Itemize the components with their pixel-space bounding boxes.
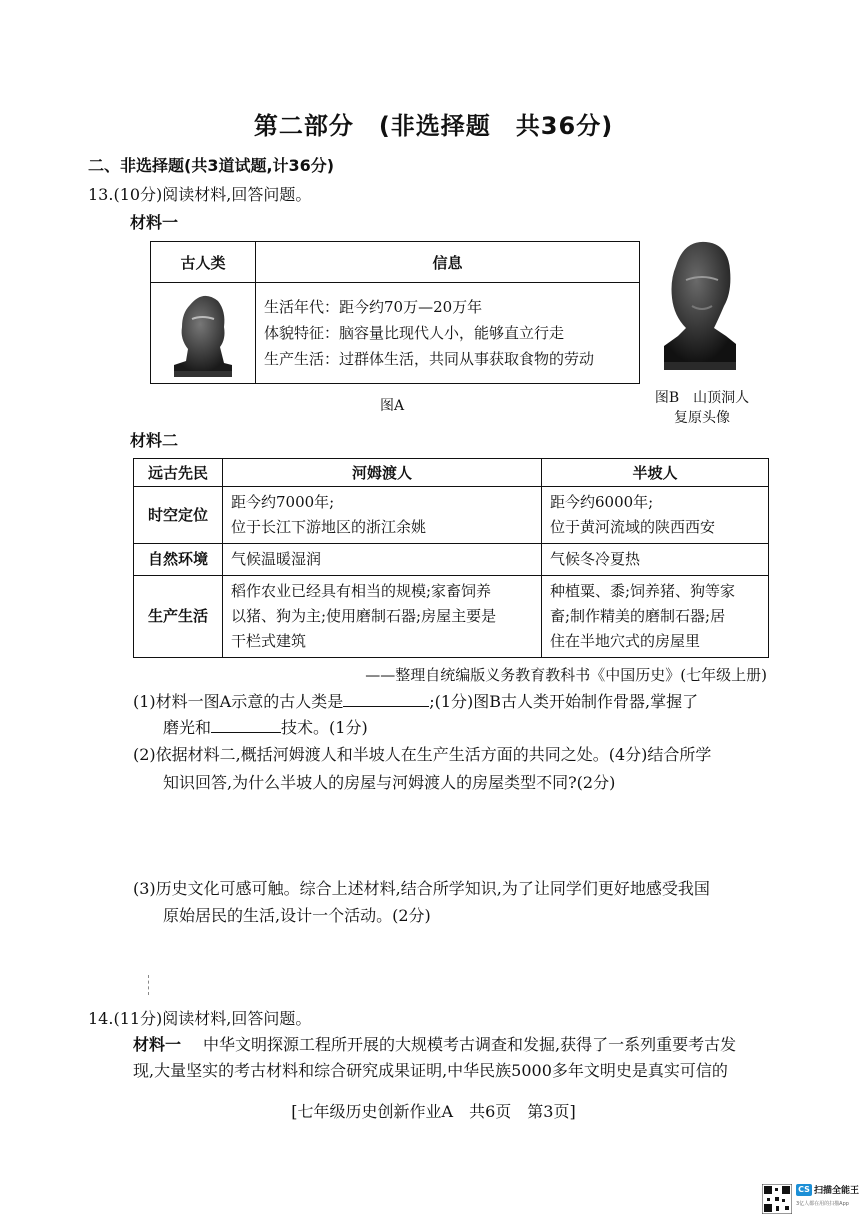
answer-blank-2[interactable]: [211, 716, 281, 733]
scanner-watermark: [762, 1183, 860, 1215]
figure-a-cell: [151, 283, 256, 384]
cell-line: 位于长江下游地区的浙江余姚: [231, 518, 427, 536]
table-row: [134, 487, 769, 544]
table-row: [134, 544, 769, 576]
table-a-header-info: 信息: [256, 242, 640, 283]
figure-b-caption: [644, 388, 760, 428]
q14-material-1-label: 材料一: [133, 1035, 182, 1054]
answer-blank-1[interactable]: [343, 690, 429, 707]
sub-question-1-text-a: (1)材料一图A示意的古人类是: [133, 692, 344, 711]
cell-line: 干栏式建筑: [231, 632, 307, 650]
sub-question-3-line-1: (3)历史文化可感可触。综合上述材料,结合所学知识,为了让同学们更好地感受我国: [133, 879, 710, 898]
table-b: [133, 458, 769, 658]
table-b-header-hemudu: 河姆渡人: [223, 459, 542, 487]
cell-line: 气候温暖湿润: [231, 550, 322, 568]
cell-line: 畜;制作精美的磨制石器;居: [550, 607, 726, 625]
material-1-label: 材料一: [130, 213, 179, 232]
material-2-label: 材料二: [130, 431, 179, 450]
sub-question-3-line-2: 原始居民的生活,设计一个活动。(2分): [163, 906, 431, 925]
q14-line-2: 现,大量坚实的考古材料和综合研究成果证明,中华民族5000多年文明史是真实可信的: [133, 1061, 728, 1080]
table-b-header-banpo: 半坡人: [542, 459, 769, 487]
upper-cave-man-bust-image: [656, 236, 746, 376]
cell-line: 种植粟、黍;饲养猪、狗等家: [550, 582, 736, 600]
hemudu-environment: [223, 544, 542, 576]
figure-b-caption-line-1: 图B 山顶洞人: [654, 390, 750, 406]
scanner-tagline: 3亿人都在用的扫描App: [796, 1201, 849, 1207]
cell-line: 位于黄河流域的陕西西安: [550, 518, 716, 536]
info-line-era: 生活年代：距今约70万—20万年: [264, 298, 483, 316]
peking-man-bust-image: [168, 287, 238, 379]
figure-b: [656, 236, 746, 376]
qr-code-icon: [762, 1184, 792, 1214]
source-citation: ——整理自统编版义务教育教科书《中国历史》(七年级上册): [365, 666, 767, 684]
row-label-environment: 自然环境: [134, 544, 223, 576]
q14-material-1-text: 中华文明探源工程所开展的大规模考古调查和发掘,获得了一系列重要考古发: [203, 1035, 737, 1054]
cell-line: 以猪、狗为主;使用磨制石器;房屋主要是: [231, 607, 497, 625]
info-line-life: 生产生活：过群体生活，共同从事获取食物的劳动: [264, 350, 595, 368]
banpo-time-place: [542, 487, 769, 544]
section-heading: 二、非选择题(共3道试题,计36分): [88, 156, 335, 175]
sub-question-1-text-c: 磨光和: [163, 718, 212, 737]
sub-question-2-line-2: 知识回答,为什么半坡人的房屋与河姆渡人的房屋类型不同?(2分): [163, 773, 616, 792]
sub-question-2-line-1: (2)依据材料二,概括河姆渡人和半坡人在生产生活方面的共同之处。(4分)结合所学: [133, 745, 712, 764]
table-b-header-ancestors: 远古先民: [134, 459, 223, 487]
table-a: [150, 241, 640, 384]
hemudu-time-place: [223, 487, 542, 544]
table-a-info-cell: [256, 283, 640, 384]
scanner-name: 扫描全能王: [814, 1186, 860, 1196]
row-label-production: 生产生活: [134, 576, 223, 658]
table-row: [134, 576, 769, 658]
banpo-environment: [542, 544, 769, 576]
q13-stem: 13.(10分)阅读材料,回答问题。: [88, 185, 312, 204]
sub-question-1-line-1: [133, 690, 698, 713]
cell-line: 距今约6000年;: [550, 493, 654, 511]
table-a-header-people: 古人类: [151, 242, 256, 283]
figure-b-caption-line-2: 复原头像: [674, 410, 730, 426]
cell-line: 气候冬冷夏热: [550, 550, 641, 568]
cell-line: 距今约7000年;: [231, 493, 335, 511]
banpo-production: [542, 576, 769, 658]
page-footer: [七年级历史创新作业A 共6页 第3页]: [291, 1102, 576, 1121]
hemudu-production: [223, 576, 542, 658]
scanner-badge: CS: [796, 1184, 812, 1196]
cell-line: 稻作农业已经具有相当的规模;家畜饲养: [231, 582, 492, 600]
info-line-features: 体貌特征：脑容量比现代人小，能够直立行走: [264, 324, 565, 342]
q14-line-1: [133, 1034, 736, 1056]
q14-stem: 14.(11分)阅读材料,回答问题。: [88, 1009, 312, 1028]
figure-a-caption: 图A: [380, 398, 405, 414]
sub-question-1-text-d: 技术。(1分): [281, 718, 368, 737]
row-label-time-place: 时空定位: [134, 487, 223, 544]
margin-mark: [148, 975, 150, 995]
part-title: 第二部分 (非选择题 共36分): [253, 112, 614, 140]
sub-question-1-line-2: [163, 716, 368, 739]
cell-line: 住在半地穴式的房屋里: [550, 632, 701, 650]
sub-question-1-text-b: ;(1分)图B古人类开始制作骨器,掌握了: [429, 692, 699, 711]
